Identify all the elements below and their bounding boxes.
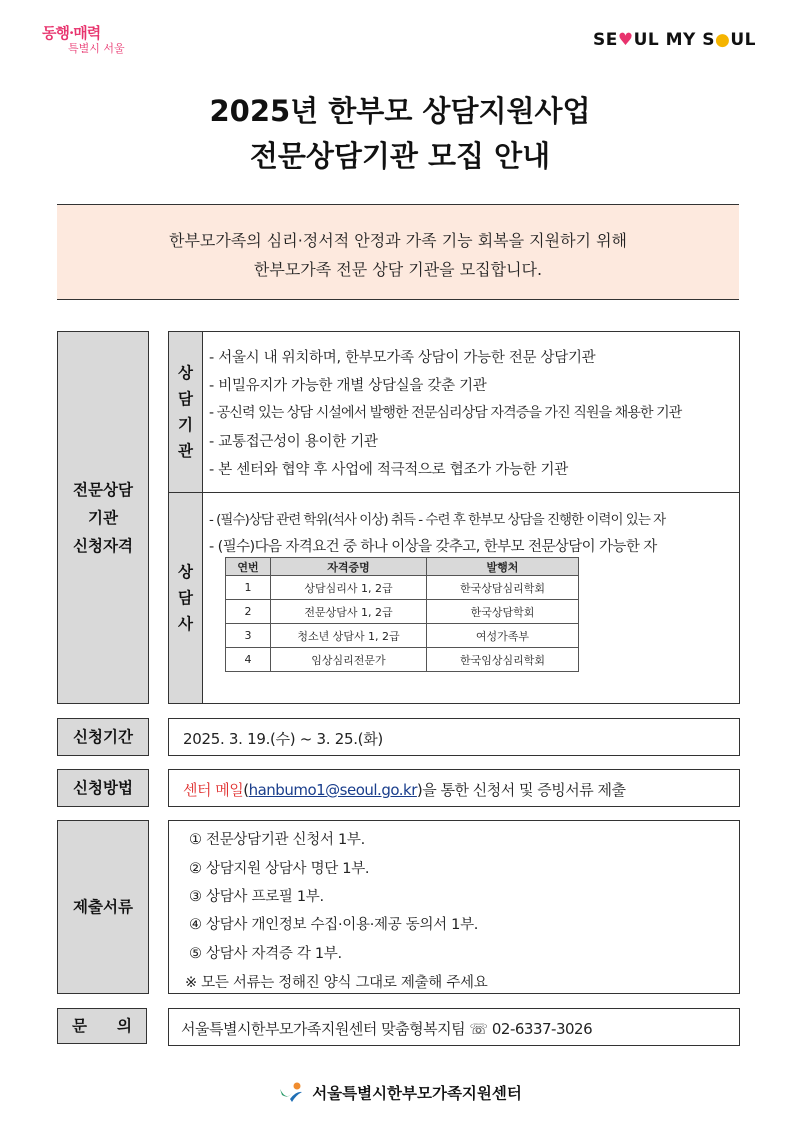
table-row (226, 648, 579, 672)
counselor-label (169, 493, 203, 703)
seoul-my-soul-logo (593, 30, 756, 50)
logo-right-part-c: UL (730, 30, 756, 50)
logo-right-part-b: UL MY S (633, 30, 716, 50)
eligibility-label-line2: 기관 (88, 508, 118, 527)
table-header: 자격증명 (271, 558, 427, 576)
center-logo-icon (278, 1081, 304, 1107)
email-link[interactable]: hanbumo1@seoul.go.kr (248, 781, 417, 799)
period-label: 신청기간 (57, 718, 149, 756)
table-cell: 한국상담심리학회 (427, 576, 579, 600)
page-title-line1: 2025년 한부모 상담지원사업 (209, 94, 591, 128)
contact-label-char: 의 (117, 1017, 132, 1035)
documents-label: 제출서류 (57, 820, 149, 994)
document-note: ※ 모든 서류는 정해진 양식 그대로 제출해 주세요 (185, 975, 488, 991)
table-cell: 여성가족부 (427, 624, 579, 648)
period-value: 2025. 3. 19.(수) ~ 3. 25.(화) (183, 730, 383, 748)
method-prefix: 센터 메일 (183, 781, 244, 799)
logo-right-part-a: SE (592, 30, 618, 50)
document-item: ③ 상담사 프로필 1부. (189, 889, 324, 905)
page-title-line2: 전문상담기관 모집 안내 (249, 139, 551, 173)
documents-cell (168, 820, 740, 994)
footer-org (0, 1081, 800, 1107)
seoul-slogan-logo (40, 22, 140, 60)
table-row (226, 624, 579, 648)
counselor-label-char: 상 (178, 563, 193, 581)
institution-item: - 서울시 내 위치하며, 한부모가족 상담이 가능한 전문 상담기관 (209, 350, 596, 366)
table-cell: 3 (226, 624, 271, 648)
institution-label (169, 332, 203, 492)
document-item: ⑤ 상담사 자격증 각 1부. (189, 946, 342, 962)
footer-org-name: 서울특별시한부모가족지원센터 (312, 1084, 522, 1103)
table-cell: 4 (226, 648, 271, 672)
table-cell: 전문상담사 1, 2급 (271, 600, 427, 624)
method-suffix: 을 통한 신청서 및 증빙서류 제출 (422, 781, 626, 799)
method-value (183, 779, 625, 800)
table-header-row (226, 558, 579, 576)
method-label: 신청방법 (57, 769, 149, 807)
table-cell: 한국임상심리학회 (427, 648, 579, 672)
contact-label-char: 문 (72, 1017, 87, 1035)
institution-item: - 공신력 있는 상담 시설에서 발행한 전문심리상담 자격증을 가진 직원을 채용한 기관 (209, 405, 682, 421)
eligibility-label-line1: 전문상담 (73, 480, 133, 499)
eligibility-label (57, 331, 149, 704)
intro-box (57, 204, 739, 300)
counselor-item: - (필수)다음 자격요건 중 하나 이상을 갖추고, 한부모 전문상담이 가능한 자 (209, 539, 657, 555)
section-divider (169, 492, 739, 493)
table-row (226, 576, 579, 600)
counselor-label-char: 담 (178, 589, 193, 607)
institution-label-char: 상 (178, 364, 193, 382)
institution-item: - 비밀유지가 가능한 개별 상담실을 갖춘 기관 (209, 378, 487, 394)
logo-left-line2: 특별시 서울 (68, 42, 125, 55)
table-cell: 한국상담학회 (427, 600, 579, 624)
method-open-paren: ( (243, 781, 249, 799)
institution-label-char: 관 (178, 442, 193, 460)
method-close-paren: ) (416, 781, 423, 799)
table-cell: 1 (226, 576, 271, 600)
table-header: 연번 (226, 558, 271, 576)
table-cell: 2 (226, 600, 271, 624)
table-cell: 청소년 상담사 1, 2급 (271, 624, 427, 648)
contact-cell (168, 1008, 740, 1046)
table-header: 발행처 (427, 558, 579, 576)
institution-item: - 교통접근성이 용이한 기관 (209, 434, 378, 450)
document-item: ① 전문상담기관 신청서 1부. (189, 832, 365, 848)
eligibility-label-line3: 신청자격 (73, 536, 133, 555)
institution-label-char: 기 (178, 416, 193, 434)
table-row (226, 600, 579, 624)
sun-o-icon: ● (715, 30, 731, 50)
eligibility-content (168, 331, 740, 704)
intro-line1: 한부모가족의 심리·정서적 안정과 가족 기능 회복을 지원하기 위해 (168, 231, 627, 250)
counselor-label-char: 사 (178, 615, 193, 633)
document-item: ④ 상담사 개인정보 수집·이용·제공 동의서 1부. (189, 917, 479, 933)
institution-item: - 본 센터와 협약 후 사업에 적극적으로 협조가 가능한 기관 (209, 462, 568, 478)
logo-left-line1: 동행·매력 (42, 24, 101, 42)
table-cell: 상담심리사 1, 2급 (271, 576, 427, 600)
period-cell (168, 718, 740, 756)
method-cell (168, 769, 740, 807)
institution-label-char: 담 (178, 390, 193, 408)
counselor-item: - (필수)상담 관련 학위(석사 이상) 취득 - 수련 후 한부모 상담을 진행한 이력이 있는 자 (209, 512, 666, 528)
qualification-table (225, 557, 579, 672)
document-item: ② 상담지원 상담사 명단 1부. (189, 861, 370, 877)
contact-value: 서울특별시한부모가족지원센터 맞춤형복지팀 ☏ 02-6337-3026 (181, 1020, 593, 1038)
intro-line2: 한부모가족 전문 상담 기관을 모집합니다. (253, 260, 543, 279)
heart-o-icon: ♥ (617, 30, 634, 50)
table-cell: 임상심리전문가 (271, 648, 427, 672)
contact-label (57, 1008, 147, 1044)
